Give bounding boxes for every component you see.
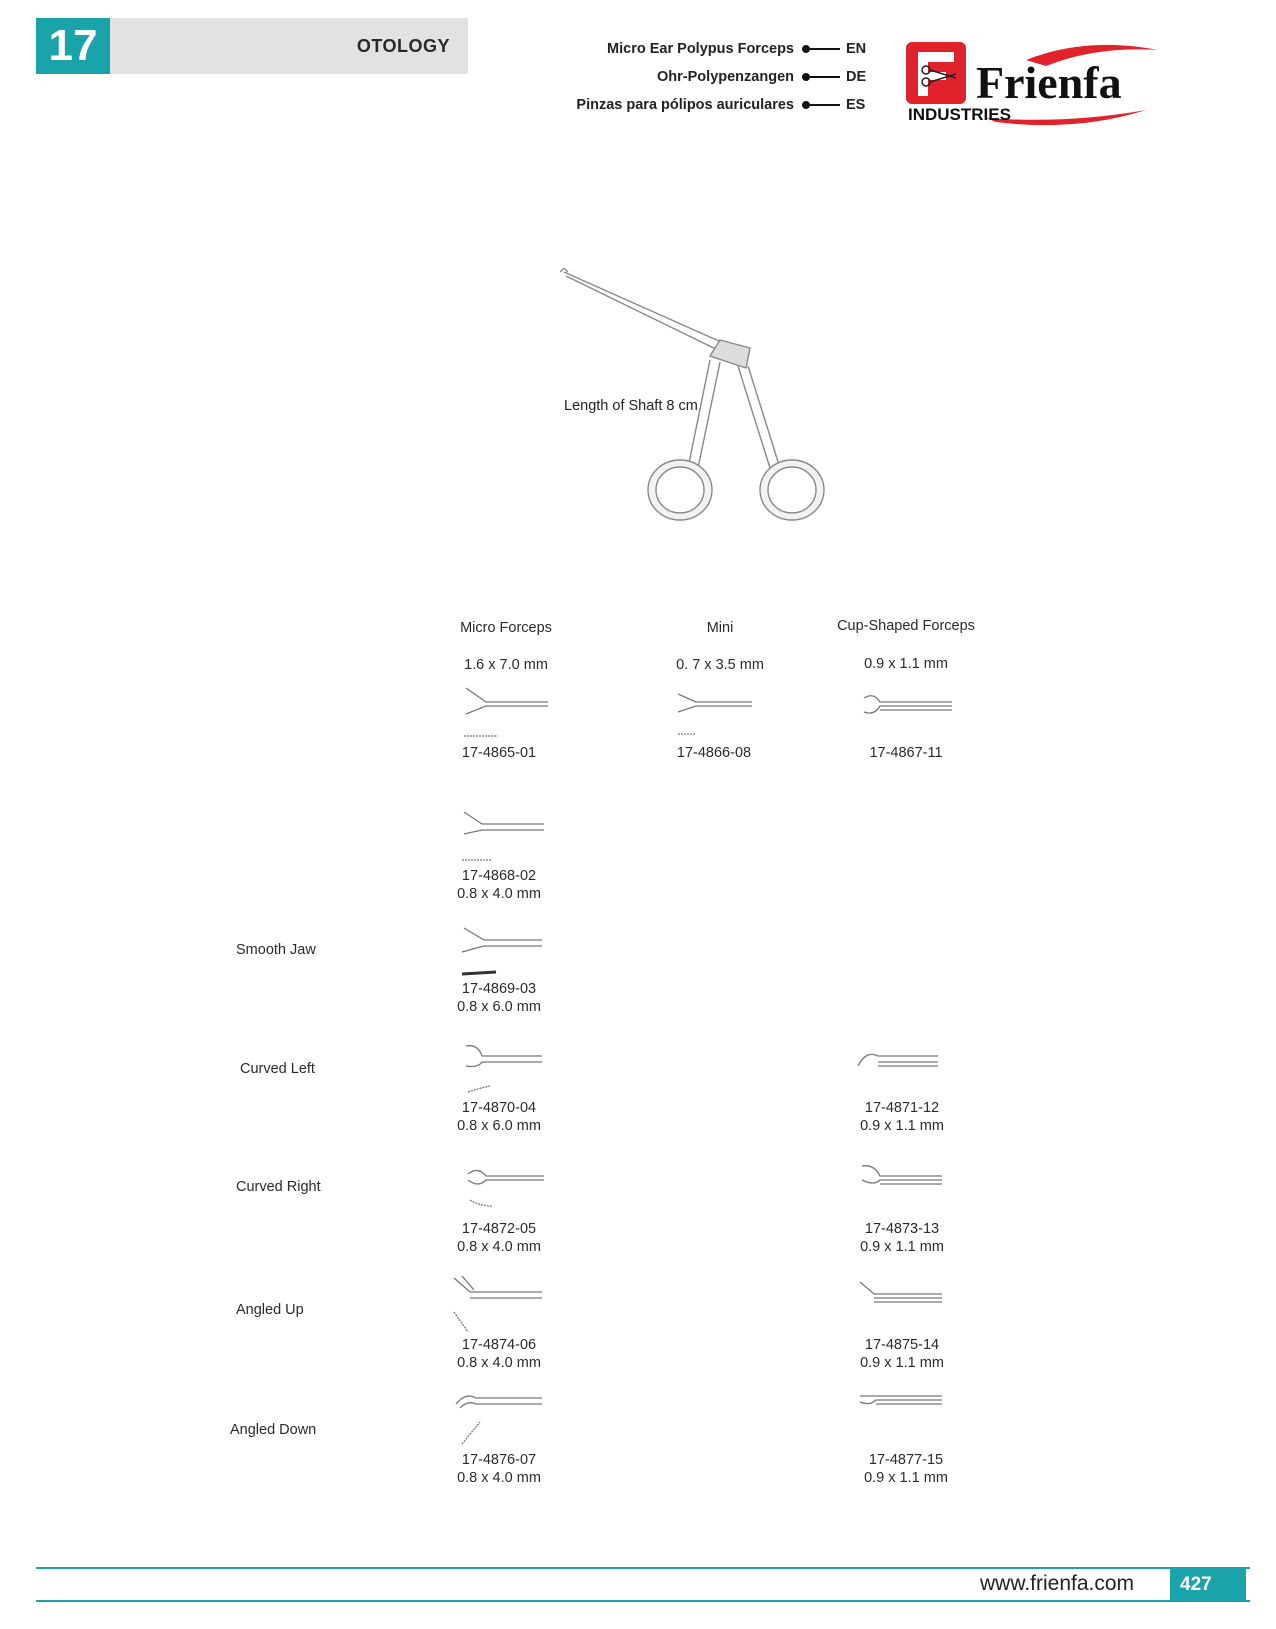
chapter-title: OTOLOGY (356, 36, 450, 56)
item-code: 17-4871-12 0.9 x 1.1 mm (860, 1100, 944, 1134)
shaft-length-label: Length of Shaft 8 cm (564, 398, 698, 414)
row-label: Smooth Jaw (236, 942, 316, 958)
bullet-icon (802, 45, 810, 53)
angled-up-tip-icon (450, 1276, 550, 1336)
item-code: 17-4869-03 0.8 x 6.0 mm (457, 981, 541, 1015)
cup-curved-left-tip-icon (854, 1044, 954, 1104)
svg-text:Frienfa: Frienfa (976, 57, 1122, 108)
item-code: 17-4875-14 0.9 x 1.1 mm (860, 1337, 944, 1371)
brand-logo (906, 40, 1176, 126)
svg-text:INDUSTRIES: INDUSTRIES (908, 105, 1011, 124)
cup-angled-down-tip-icon (856, 1386, 956, 1446)
jaw-tip-icon (672, 684, 772, 744)
curved-right-tip-icon (462, 1160, 562, 1220)
item-code: 17-4865-01 (461, 745, 537, 761)
lang-code: EN (846, 41, 867, 57)
jaw-tip-icon (458, 684, 558, 744)
lang-text: Ohr-Polypenzangen (657, 69, 794, 85)
column-size: 1.6 x 7.0 mm (464, 657, 548, 673)
curved-left-tip-icon (460, 1042, 560, 1102)
item-code: 17-4874-06 0.8 x 4.0 mm (457, 1337, 541, 1371)
cup-tip-icon (860, 684, 960, 744)
item-code: 17-4872-05 0.8 x 4.0 mm (457, 1221, 541, 1255)
chapter-band (110, 18, 468, 74)
item-code: 17-4867-11 (869, 745, 943, 761)
column-title: Cup-Shaped Forceps (837, 618, 975, 634)
column-title: Mini (706, 620, 734, 636)
column-size: 0. 7 x 3.5 mm (676, 657, 764, 673)
item-code: 17-4873-13 0.9 x 1.1 mm (860, 1221, 944, 1255)
lang-row-es (576, 94, 872, 116)
item-code: 17-4876-07 0.8 x 4.0 mm (457, 1452, 541, 1486)
row-label: Angled Up (236, 1302, 304, 1318)
item-code: 17-4870-04 0.8 x 6.0 mm (457, 1100, 541, 1134)
row-label: Angled Down (230, 1422, 317, 1438)
bullet-icon (802, 101, 810, 109)
item-code: 17-4866-08 (676, 745, 752, 761)
cup-angled-up-tip-icon (856, 1278, 956, 1338)
row-label: Curved Right (236, 1179, 321, 1195)
lang-code: ES (846, 97, 866, 113)
lang-row-en (607, 38, 872, 60)
logo-mark-icon (906, 40, 1176, 126)
lang-row-de (657, 66, 872, 88)
cup-curved-right-tip-icon (856, 1160, 956, 1220)
lang-text: Micro Ear Polypus Forceps (607, 41, 794, 57)
item-code: 17-4868-02 0.8 x 4.0 mm (457, 868, 541, 902)
lang-code: DE (846, 69, 867, 85)
bullet-icon (802, 73, 810, 81)
page-number: 427 (1170, 1567, 1246, 1602)
angled-down-tip-icon (452, 1388, 552, 1448)
footer-rule (36, 1600, 1250, 1602)
lang-text: Pinzas para pólipos auriculares (576, 97, 794, 113)
website-link[interactable]: www.frienfa.com (980, 1572, 1135, 1595)
row-label: Curved Left (240, 1061, 315, 1077)
smooth-jaw-tip-icon (456, 926, 556, 986)
column-title: Micro Forceps (460, 620, 552, 636)
chapter-number: 17 (36, 18, 110, 74)
column-size: 0.9 x 1.1 mm (864, 656, 948, 672)
jaw-tip-icon (456, 808, 556, 868)
footer-rule (36, 1567, 1250, 1569)
item-code: 17-4877-15 0.9 x 1.1 mm (864, 1452, 948, 1486)
